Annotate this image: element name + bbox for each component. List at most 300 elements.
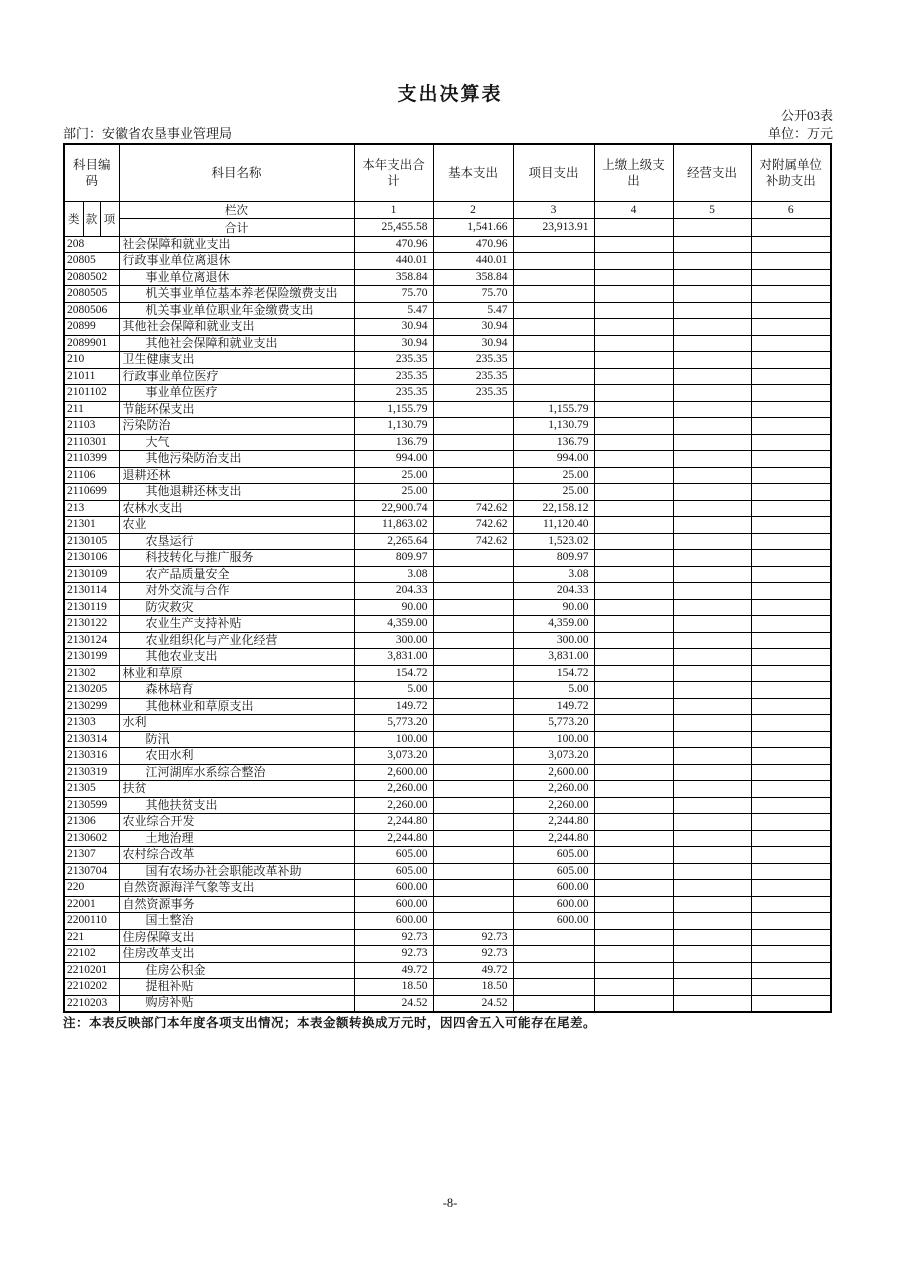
- table-row: [64, 863, 831, 880]
- table-row: [64, 913, 831, 930]
- amount-cell: [594, 698, 673, 715]
- amount-cell: [673, 533, 751, 550]
- amount-cell: [673, 583, 751, 600]
- amount-cell: [751, 335, 831, 352]
- amount-cell: [433, 797, 513, 814]
- amount-cell: 136.79: [513, 434, 594, 451]
- subject-code-cell: 2210203: [64, 995, 119, 1012]
- amount-cell: 2,244.80: [354, 830, 433, 847]
- amount-cell: [433, 649, 513, 666]
- subject-code-cell: 22001: [64, 896, 119, 913]
- amount-cell: [513, 302, 594, 319]
- amount-cell: 742.62: [433, 517, 513, 534]
- subject-code-cell: 220: [64, 880, 119, 897]
- amount-cell: 18.50: [354, 979, 433, 996]
- amount-cell: 809.97: [354, 550, 433, 567]
- table-code: 公开03表: [780, 108, 833, 123]
- amount-cell: 22,900.74: [354, 500, 433, 517]
- amount-cell: [751, 946, 831, 963]
- amount-cell: [513, 352, 594, 369]
- subject-name-cell: 提租补贴: [119, 979, 354, 996]
- table-row: [64, 517, 831, 534]
- subject-name-cell: 国土整治: [119, 913, 354, 930]
- table-row: [64, 929, 831, 946]
- amount-cell: [594, 946, 673, 963]
- subject-code-cell: 213: [64, 500, 119, 517]
- amount-cell: 994.00: [513, 451, 594, 468]
- amount-cell: [673, 847, 751, 864]
- subject-name-cell: 防灾救灾: [119, 599, 354, 616]
- table-row: [64, 599, 831, 616]
- table-row: [64, 566, 831, 583]
- amount-cell: [673, 814, 751, 831]
- amount-cell: [594, 896, 673, 913]
- amount-cell: 75.70: [354, 286, 433, 303]
- subject-name-cell: 退耕还林: [119, 467, 354, 484]
- amount-cell: [594, 352, 673, 369]
- amount-cell: 600.00: [513, 896, 594, 913]
- amount-cell: 235.35: [433, 385, 513, 402]
- amount-cell: [673, 484, 751, 501]
- amount-cell: [594, 979, 673, 996]
- amount-cell: [751, 880, 831, 897]
- amount-cell: 204.33: [354, 583, 433, 600]
- amount-cell: 90.00: [513, 599, 594, 616]
- amount-cell: [673, 269, 751, 286]
- amount-cell: 605.00: [513, 863, 594, 880]
- table-row: [64, 748, 831, 765]
- subject-name-cell: 自然资源事务: [119, 896, 354, 913]
- amount-cell: [513, 253, 594, 270]
- amount-cell: [594, 962, 673, 979]
- amount-cell: [673, 616, 751, 633]
- amount-cell: [673, 962, 751, 979]
- amount-cell: [673, 368, 751, 385]
- amount-cell: 92.73: [354, 929, 433, 946]
- amount-cell: [751, 599, 831, 616]
- table-row: [64, 649, 831, 666]
- subject-code-cell: 221: [64, 929, 119, 946]
- amount-cell: [433, 632, 513, 649]
- table-row: [64, 682, 831, 699]
- amount-cell: [751, 748, 831, 765]
- grand-total-col4: [594, 218, 673, 236]
- subject-code-cell: 2110399: [64, 451, 119, 468]
- amount-cell: [673, 385, 751, 402]
- amount-cell: [673, 566, 751, 583]
- amount-cell: [433, 550, 513, 567]
- subject-name-cell: 其他社会保障和就业支出: [119, 335, 354, 352]
- amount-cell: 5,773.20: [354, 715, 433, 732]
- amount-cell: [673, 682, 751, 699]
- subject-name-cell: 其他林业和草原支出: [119, 698, 354, 715]
- amount-cell: [751, 781, 831, 798]
- unit-label: 单位：万元: [767, 126, 833, 141]
- amount-cell: [594, 583, 673, 600]
- grand-total-col3: 23,913.91: [513, 218, 594, 236]
- amount-cell: [673, 236, 751, 253]
- amount-cell: 994.00: [354, 451, 433, 468]
- amount-cell: [673, 352, 751, 369]
- amount-cell: [673, 302, 751, 319]
- table-row: [64, 385, 831, 402]
- amount-cell: [673, 500, 751, 517]
- amount-cell: 25.00: [513, 484, 594, 501]
- amount-cell: 3.08: [513, 566, 594, 583]
- amount-cell: 605.00: [513, 847, 594, 864]
- amount-cell: 235.35: [354, 352, 433, 369]
- amount-cell: 92.73: [433, 929, 513, 946]
- amount-cell: 300.00: [354, 632, 433, 649]
- subject-code-cell: 2130119: [64, 599, 119, 616]
- amount-cell: 25.00: [354, 467, 433, 484]
- amount-cell: 2,260.00: [513, 781, 594, 798]
- table-row: [64, 467, 831, 484]
- subject-name-cell: 农林水支出: [119, 500, 354, 517]
- amount-cell: [433, 484, 513, 501]
- amount-cell: [594, 302, 673, 319]
- table-row: [64, 731, 831, 748]
- amount-cell: [433, 566, 513, 583]
- amount-cell: 11,863.02: [354, 517, 433, 534]
- amount-cell: [751, 847, 831, 864]
- table-row: [64, 979, 831, 996]
- amount-cell: 2,600.00: [513, 764, 594, 781]
- amount-cell: [594, 665, 673, 682]
- subject-name-cell: 其他农业支出: [119, 649, 354, 666]
- subject-code-cell: 21301: [64, 517, 119, 534]
- subject-name-cell: 农村综合改革: [119, 847, 354, 864]
- subject-code-cell: 21103: [64, 418, 119, 435]
- amount-cell: [594, 814, 673, 831]
- subject-name-cell: 节能环保支出: [119, 401, 354, 418]
- subject-code-cell: 2130105: [64, 533, 119, 550]
- table-row: [64, 484, 831, 501]
- table-row: [64, 269, 831, 286]
- amount-cell: [594, 880, 673, 897]
- amount-cell: 22,158.12: [513, 500, 594, 517]
- amount-cell: [594, 269, 673, 286]
- subject-code-cell: 2130114: [64, 583, 119, 600]
- amount-cell: [751, 665, 831, 682]
- subject-code-cell: 20899: [64, 319, 119, 336]
- department-label: 部门：安徽省农垦事业管理局: [63, 126, 233, 141]
- col-header-subject-name: 科目名称: [119, 144, 354, 201]
- amount-cell: 605.00: [354, 863, 433, 880]
- table-row: [64, 418, 831, 435]
- amount-cell: 24.52: [354, 995, 433, 1012]
- amount-cell: [433, 748, 513, 765]
- amount-cell: [673, 467, 751, 484]
- amount-cell: 75.70: [433, 286, 513, 303]
- subject-name-cell: 林业和草原: [119, 665, 354, 682]
- amount-cell: 5.00: [513, 682, 594, 699]
- amount-cell: [433, 418, 513, 435]
- amount-cell: [513, 995, 594, 1012]
- subject-name-cell: 其他社会保障和就业支出: [119, 319, 354, 336]
- table-row: [64, 533, 831, 550]
- subject-name-cell: 农田水利: [119, 748, 354, 765]
- subject-code-cell: 21302: [64, 665, 119, 682]
- subject-name-cell: 水利: [119, 715, 354, 732]
- column-index-6: 6: [751, 201, 831, 218]
- table-row: [64, 847, 831, 864]
- amount-cell: [433, 847, 513, 864]
- amount-cell: [433, 401, 513, 418]
- amount-cell: [673, 550, 751, 567]
- amount-cell: 809.97: [513, 550, 594, 567]
- expenditure-table: [63, 143, 832, 1013]
- table-row: [64, 665, 831, 682]
- amount-cell: [751, 995, 831, 1012]
- amount-cell: [433, 781, 513, 798]
- amount-cell: [594, 632, 673, 649]
- amount-cell: [751, 352, 831, 369]
- amount-cell: 1,523.02: [513, 533, 594, 550]
- amount-cell: [751, 632, 831, 649]
- amount-cell: [673, 698, 751, 715]
- amount-cell: 1,130.79: [513, 418, 594, 435]
- amount-cell: [751, 500, 831, 517]
- amount-cell: [751, 566, 831, 583]
- amount-cell: [751, 814, 831, 831]
- amount-cell: [433, 682, 513, 699]
- amount-cell: [751, 649, 831, 666]
- amount-cell: [673, 715, 751, 732]
- amount-cell: [594, 401, 673, 418]
- subject-name-cell: 事业单位离退休: [119, 269, 354, 286]
- amount-cell: [751, 286, 831, 303]
- subject-name-cell: 事业单位医疗: [119, 385, 354, 402]
- amount-cell: 600.00: [354, 896, 433, 913]
- amount-cell: [594, 649, 673, 666]
- amount-cell: [673, 863, 751, 880]
- col-header-basic: 基本支出: [433, 144, 513, 201]
- amount-cell: [751, 896, 831, 913]
- amount-cell: [751, 319, 831, 336]
- table-row: [64, 632, 831, 649]
- subject-name-cell: 土地治理: [119, 830, 354, 847]
- col-header-project: 项目支出: [513, 144, 594, 201]
- amount-cell: 49.72: [433, 962, 513, 979]
- subject-code-cell: 2210202: [64, 979, 119, 996]
- subject-name-cell: 科技转化与推广服务: [119, 550, 354, 567]
- amount-cell: [751, 533, 831, 550]
- amount-cell: 600.00: [354, 880, 433, 897]
- table-row: [64, 797, 831, 814]
- amount-cell: [433, 616, 513, 633]
- amount-cell: [673, 451, 751, 468]
- subject-code-cell: 2130299: [64, 698, 119, 715]
- subject-code-cell: 2110699: [64, 484, 119, 501]
- amount-cell: [673, 764, 751, 781]
- sub-header-class: 类: [64, 201, 83, 236]
- subject-code-cell: 21305: [64, 781, 119, 798]
- table-row: [64, 302, 831, 319]
- amount-cell: [751, 913, 831, 930]
- amount-cell: [513, 929, 594, 946]
- amount-cell: [751, 269, 831, 286]
- amount-cell: 204.33: [513, 583, 594, 600]
- amount-cell: [594, 451, 673, 468]
- amount-cell: [673, 946, 751, 963]
- amount-cell: [513, 286, 594, 303]
- amount-cell: [751, 451, 831, 468]
- subject-name-cell: 农业组织化与产业化经营: [119, 632, 354, 649]
- amount-cell: [594, 929, 673, 946]
- amount-cell: [594, 467, 673, 484]
- amount-cell: [594, 797, 673, 814]
- amount-cell: [673, 781, 751, 798]
- amount-cell: [673, 319, 751, 336]
- amount-cell: [594, 517, 673, 534]
- subject-code-cell: 2080502: [64, 269, 119, 286]
- table-row: [64, 368, 831, 385]
- subject-code-cell: 2130602: [64, 830, 119, 847]
- amount-cell: [751, 764, 831, 781]
- subject-name-cell: 住房保障支出: [119, 929, 354, 946]
- amount-cell: 358.84: [433, 269, 513, 286]
- table-row: [64, 814, 831, 831]
- amount-cell: 2,260.00: [513, 797, 594, 814]
- amount-cell: [594, 385, 673, 402]
- amount-cell: [433, 731, 513, 748]
- table-row: [64, 896, 831, 913]
- amount-cell: 2,260.00: [354, 781, 433, 798]
- amount-cell: 235.35: [354, 368, 433, 385]
- amount-cell: [594, 863, 673, 880]
- amount-cell: 30.94: [354, 319, 433, 336]
- grand-total-row: [64, 218, 831, 236]
- amount-cell: [594, 847, 673, 864]
- page-number: -8-: [442, 1196, 458, 1210]
- amount-cell: 136.79: [354, 434, 433, 451]
- amount-cell: [594, 418, 673, 435]
- amount-cell: 440.01: [354, 253, 433, 270]
- subject-name-cell: 社会保障和就业支出: [119, 236, 354, 253]
- amount-cell: 2,265.64: [354, 533, 433, 550]
- amount-cell: 470.96: [433, 236, 513, 253]
- column-index-4: 4: [594, 201, 673, 218]
- subject-name-cell: 农业生产支持补贴: [119, 616, 354, 633]
- amount-cell: 742.62: [433, 500, 513, 517]
- amount-cell: [513, 962, 594, 979]
- amount-cell: [594, 599, 673, 616]
- header-row: [64, 144, 831, 201]
- subject-code-cell: 2130316: [64, 748, 119, 765]
- amount-cell: [594, 533, 673, 550]
- amount-cell: 3,831.00: [354, 649, 433, 666]
- amount-cell: [751, 715, 831, 732]
- subject-name-cell: 行政事业单位医疗: [119, 368, 354, 385]
- amount-cell: 49.72: [354, 962, 433, 979]
- amount-cell: [594, 500, 673, 517]
- subject-code-cell: 2080505: [64, 286, 119, 303]
- amount-cell: [673, 434, 751, 451]
- amount-cell: [594, 682, 673, 699]
- amount-cell: [594, 236, 673, 253]
- subject-code-cell: 2130704: [64, 863, 119, 880]
- subject-code-cell: 21307: [64, 847, 119, 864]
- table-row: [64, 500, 831, 517]
- amount-cell: [433, 764, 513, 781]
- amount-cell: [513, 269, 594, 286]
- amount-cell: 2,244.80: [354, 814, 433, 831]
- amount-cell: [513, 319, 594, 336]
- amount-cell: 5.00: [354, 682, 433, 699]
- amount-cell: [433, 896, 513, 913]
- amount-cell: 742.62: [433, 533, 513, 550]
- subject-code-cell: 2110301: [64, 434, 119, 451]
- subject-code-cell: 2130599: [64, 797, 119, 814]
- amount-cell: [513, 979, 594, 996]
- amount-cell: 5,773.20: [513, 715, 594, 732]
- amount-cell: 92.73: [433, 946, 513, 963]
- amount-cell: [751, 302, 831, 319]
- amount-cell: 100.00: [354, 731, 433, 748]
- subject-code-cell: 2080506: [64, 302, 119, 319]
- amount-cell: 5.47: [354, 302, 433, 319]
- subject-code-cell: 208: [64, 236, 119, 253]
- amount-cell: 3,073.20: [513, 748, 594, 765]
- subject-code-cell: 2130199: [64, 649, 119, 666]
- col-header-upper-level: 上缴上级支出: [594, 144, 673, 201]
- col-header-operating: 经营支出: [673, 144, 751, 201]
- amount-cell: [513, 236, 594, 253]
- amount-cell: 2,600.00: [354, 764, 433, 781]
- amount-cell: 2,244.80: [513, 830, 594, 847]
- amount-cell: [673, 929, 751, 946]
- amount-cell: 1,155.79: [354, 401, 433, 418]
- amount-cell: [673, 418, 751, 435]
- amount-cell: 3,831.00: [513, 649, 594, 666]
- amount-cell: [751, 434, 831, 451]
- amount-cell: 100.00: [513, 731, 594, 748]
- column-index-5: 5: [673, 201, 751, 218]
- amount-cell: 600.00: [354, 913, 433, 930]
- amount-cell: [673, 995, 751, 1012]
- amount-cell: [673, 913, 751, 930]
- amount-cell: [751, 698, 831, 715]
- table-row: [64, 451, 831, 468]
- table-row: [64, 880, 831, 897]
- amount-cell: [673, 896, 751, 913]
- col-header-subsidy: 对附属单位补助支出: [751, 144, 831, 201]
- subject-code-cell: 21306: [64, 814, 119, 831]
- amount-cell: [513, 368, 594, 385]
- amount-cell: 358.84: [354, 269, 433, 286]
- subject-code-cell: 211: [64, 401, 119, 418]
- amount-cell: [433, 599, 513, 616]
- subject-code-cell: 2089901: [64, 335, 119, 352]
- table-row: [64, 995, 831, 1012]
- amount-cell: [751, 616, 831, 633]
- amount-cell: [673, 599, 751, 616]
- amount-cell: [433, 583, 513, 600]
- table-row: [64, 550, 831, 567]
- amount-cell: [594, 616, 673, 633]
- amount-cell: 30.94: [354, 335, 433, 352]
- amount-cell: 470.96: [354, 236, 433, 253]
- subject-name-cell: 对外交流与合作: [119, 583, 354, 600]
- subject-name-cell: 农产品质量安全: [119, 566, 354, 583]
- amount-cell: [433, 913, 513, 930]
- subject-code-cell: 21106: [64, 467, 119, 484]
- subject-name-cell: 污染防治: [119, 418, 354, 435]
- column-index-2: 2: [433, 201, 513, 218]
- amount-cell: [673, 632, 751, 649]
- amount-cell: 92.73: [354, 946, 433, 963]
